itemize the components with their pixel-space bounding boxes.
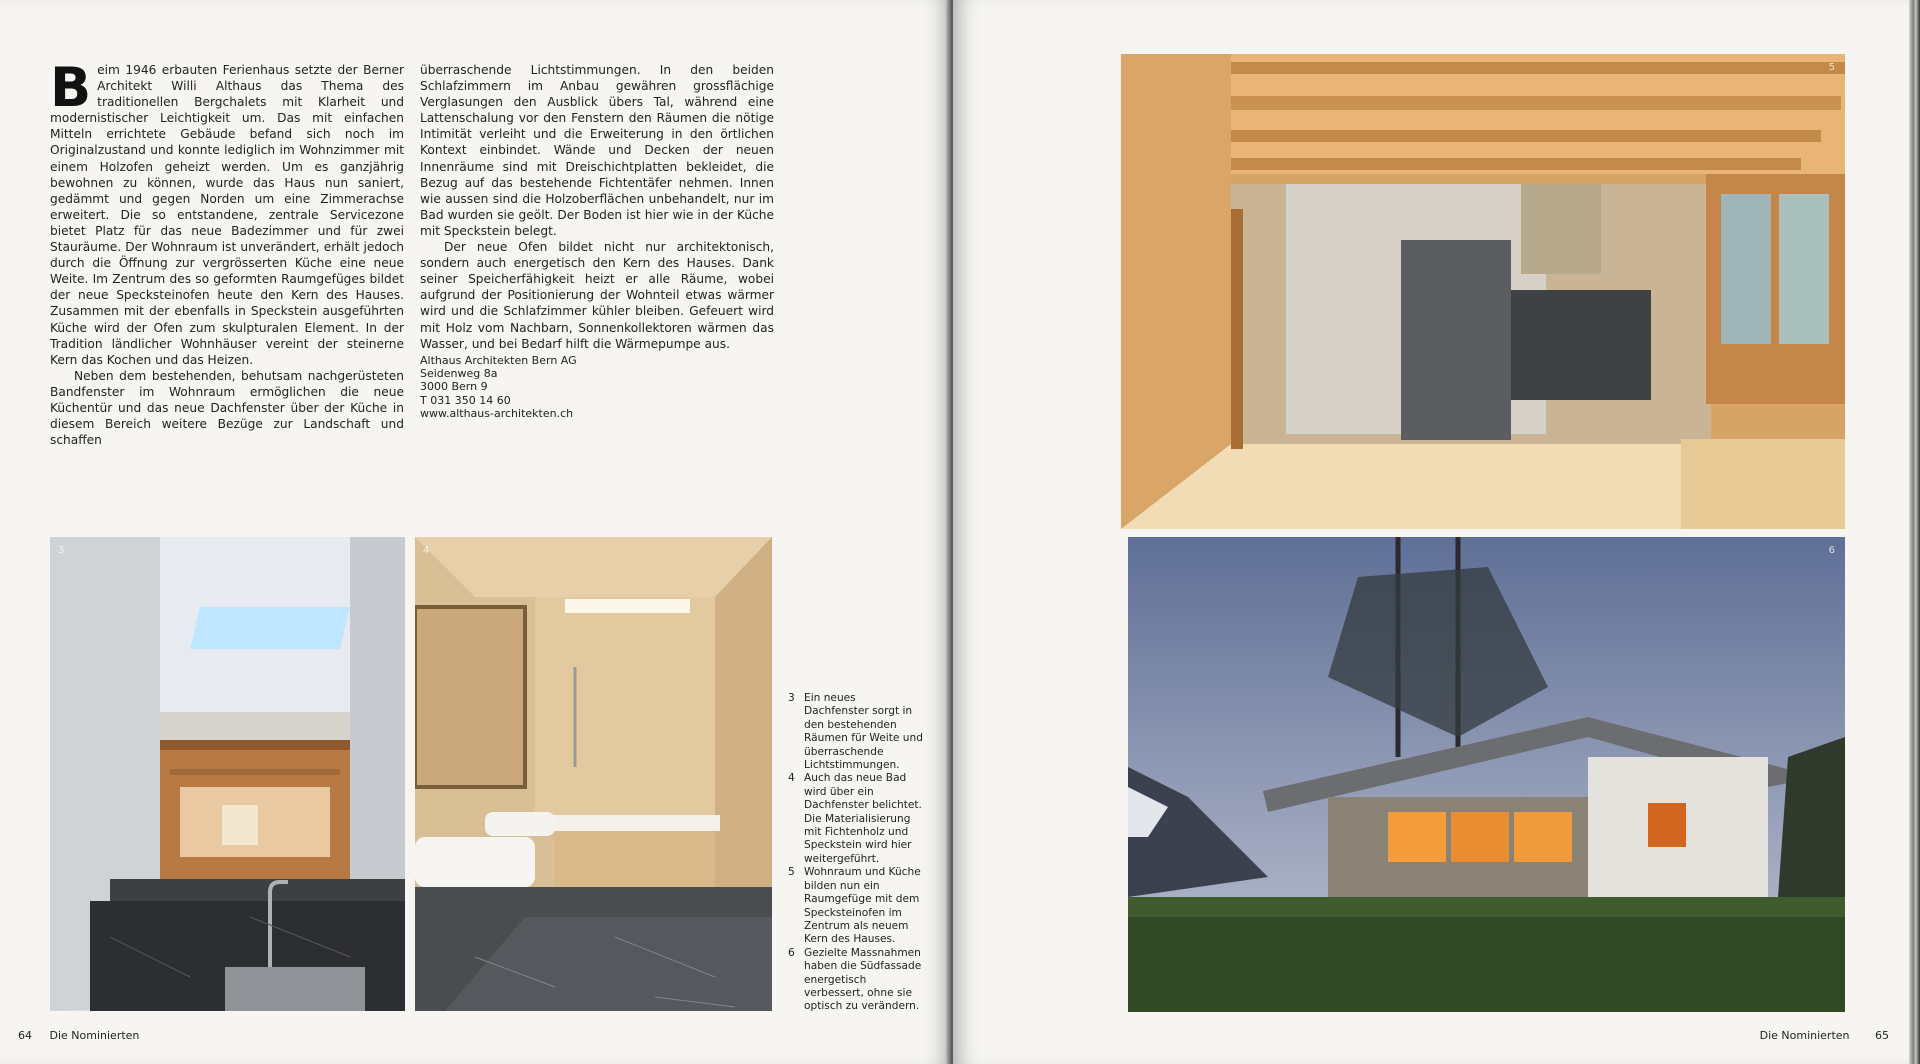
paragraph-1: Beim 1946 erbauten Ferienhaus setzte der Berner Architekt Willi Althaus das Thema des traditionellen Bergchalets mit Klarheit und modernistischer Leichtigkeit um. Das mit einfachen Mitteln errichtete Gebäude befand sich noch im Originalzustand und konnte lediglich im Wohnzimmer mit einem Holzofen geheizt werden. Um es ganzjährig bewohnen zu können, wurde das Haus nun saniert, gedämmt und gegen Norden um eine Zimmerachse erweitert. Die so entstandene, zentrale Servicezone bietet Platz für das neue Badezimmer und für zwei Stauräume. Der Wohnraum ist unverändert, erhält jedoch durch die Öffnung zur vergrösserten Küche eine neue Weite. Im Zentrum des so geformten Raumgefüges bildet der neue Specksteinofen heute den Kern des Hauses. Zusammen mit der ebenfalls in Speckstein ausgeführten Küche wird der Ofen zum skulpturalen Element. In der Tradition ländlicher Wohnhäuser vereint der steinerne Kern das Kochen und das Heizen.	[50, 56, 404, 367]
photo-living-room	[1121, 54, 1845, 529]
kitchen-image	[50, 537, 405, 1011]
drop-cap: B	[50, 56, 92, 119]
photo-captions	[788, 692, 923, 1014]
photo-number-4: 4	[423, 545, 430, 556]
photo-bathroom	[415, 537, 772, 1011]
section-title-left: Die Nominierten	[49, 1029, 140, 1042]
bathroom-image	[415, 537, 772, 1011]
architect-address	[420, 354, 577, 420]
phone: T 031 350 14 60	[420, 393, 511, 407]
caption-6: 6 Gezielte Massnahmen haben die Südfassade energetisch verbessert, ohne sie optisch zu verändern.	[788, 946, 922, 1013]
caption-3: 3 Ein neues Dachfenster sorgt in den bestehenden Räumen für Weite und überraschende Lichtstimmungen.	[788, 692, 923, 772]
section-title-right: Die Nominierten	[1759, 1029, 1850, 1042]
website: www.althaus-architekten.ch	[420, 406, 574, 420]
city: 3000 Bern 9	[420, 380, 488, 394]
photo-kitchen-skylight	[50, 537, 405, 1011]
caption-4: 4 Auch das neue Bad wird über ein Dachfenster belichtet. Die Materialisierung mit Fichtenholz und Speckstein wird hier weitergeführt.	[788, 772, 922, 865]
exterior-image	[1128, 537, 1845, 1012]
photo-number-3: 3	[58, 545, 65, 556]
page-edge	[1909, 0, 1920, 1064]
photo-number-6: 6	[1828, 545, 1835, 556]
page-number-left: 64	[18, 1029, 32, 1042]
photo-number-5: 5	[1828, 62, 1835, 73]
photo-house-exterior	[1128, 537, 1845, 1012]
left-footer	[18, 1029, 139, 1042]
paragraph-2: Neben dem bestehenden, behutsam nachgerüsteten Bandfenster im Wohnraum ermöglichen die neue Küchentür und das neue Dachfenster über der Küche in diesem Bereich weitere Bezüge zur Landschaft und schaffen	[50, 368, 404, 448]
text-column-1	[50, 56, 404, 448]
text-column-2	[420, 62, 774, 352]
caption-5: 5 Wohnraum und Küche bilden nun ein Raumgefüge mit dem Specksteinofen im Zentrum als neuem Kern des Hauses.	[788, 866, 921, 946]
right-page	[953, 0, 1909, 1064]
firm-name: Althaus Architekten Bern AG	[420, 354, 577, 367]
paragraph-4: Der neue Ofen bildet nicht nur architektonisch, sondern auch energetisch den Kern des Hauses. Dank seiner Speicherfähigkeit heizt er alle Räume, wobei aufgrund der Positionierung der Wohnteil etwas wärmer wird und die Schlafzimmer kühler bleiben. Gefeuert wird mit Holz vom Nachbarn, Sonnenkollektoren wärmen das Wasser, und bei Bedarf hilft die Wärmepumpe aus.	[420, 240, 774, 351]
street: Seidenweg 8a	[420, 367, 498, 381]
paragraph-3: überraschende Lichtstimmungen. In den beiden Schlafzimmern im Anbau gewähren grossflächige Verglasungen den Ausblick übers Tal, während eine Lattenschalung vor den Fenstern den Räumen die nötige Intimität verleiht und die Erweiterung in den örtlichen Kontext einbindet. Wände und Decken der neuen Innenräume sind mit Dreischichtplatten bekleidet, die Bezug auf das bestehende Fichtentäfer nehmen. Innen wie aussen sind die Holzoberflächen unbehandelt, nur im Bad wurden sie geölt. Der Boden ist hier wie in der Küche mit Speckstein belegt.	[420, 63, 774, 238]
living-room-image	[1121, 54, 1845, 529]
right-footer	[1760, 1029, 1889, 1042]
page-number-right: 65	[1875, 1029, 1889, 1042]
left-page	[0, 0, 950, 1064]
